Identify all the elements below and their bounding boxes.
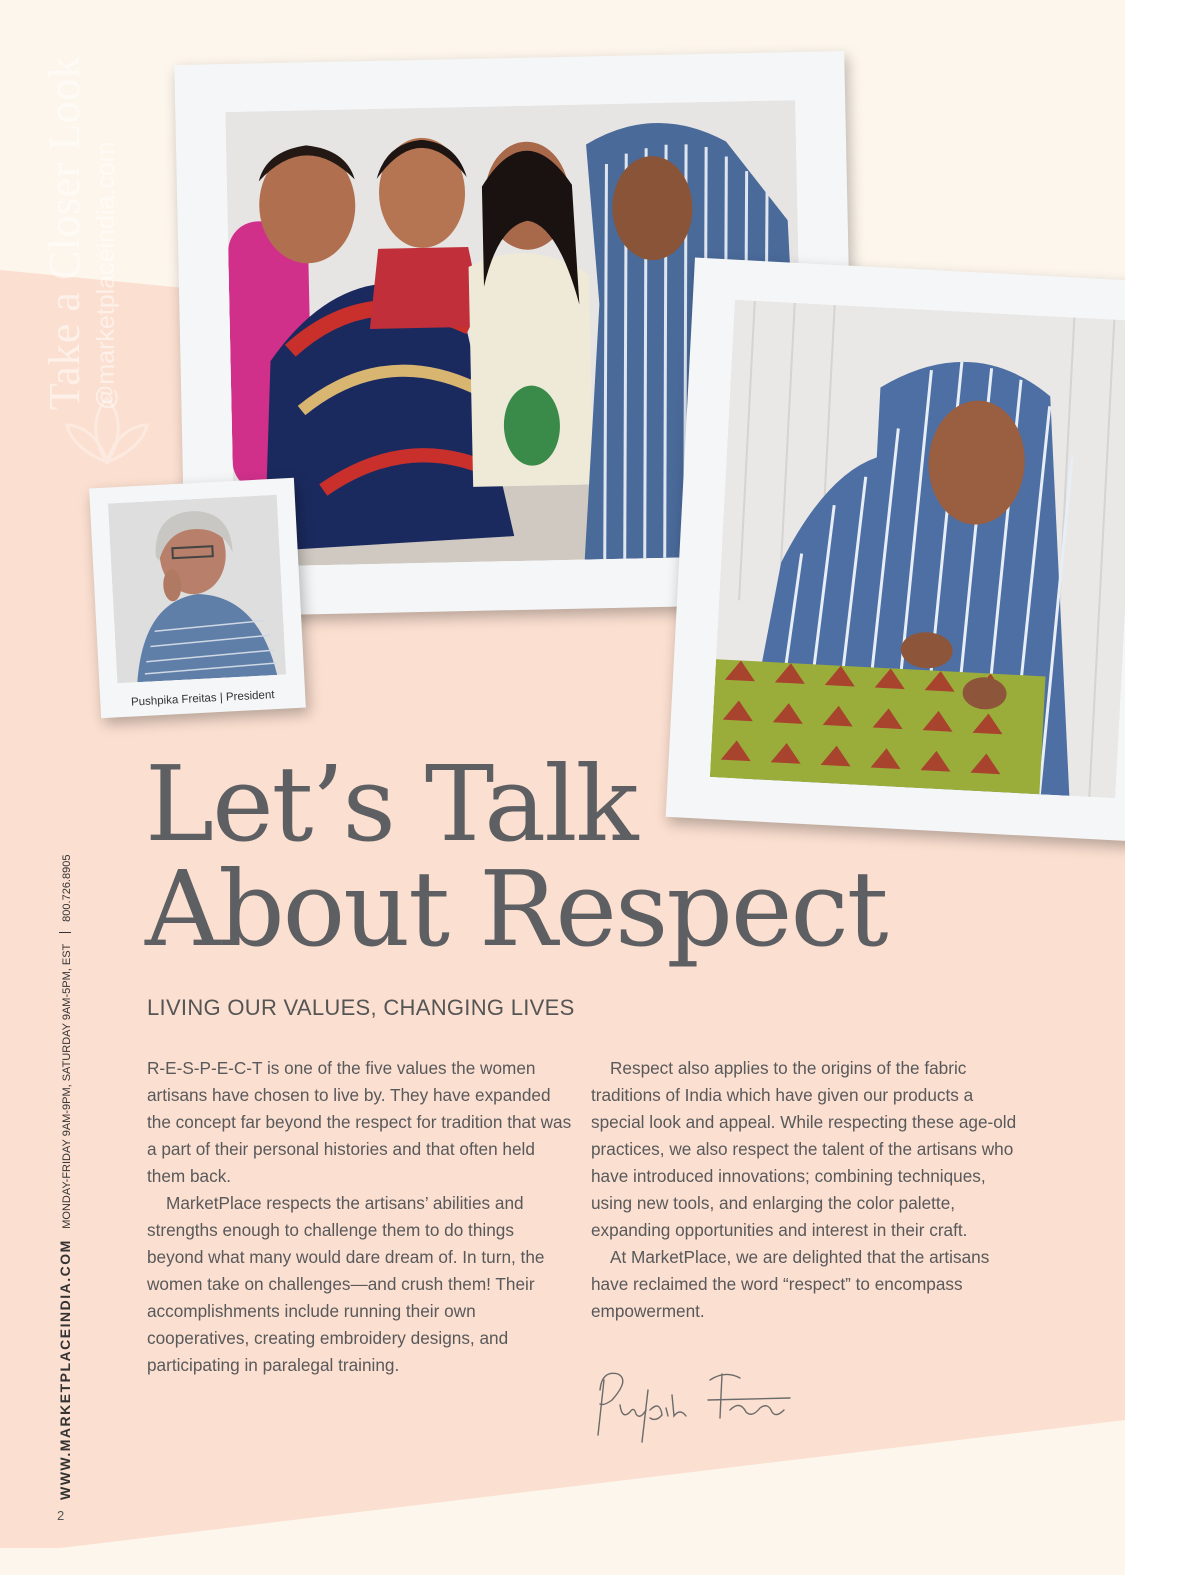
article-column-right xyxy=(591,1055,1021,1325)
closer-look-title: Take a Closer Look xyxy=(40,55,89,410)
left-paragraph-1: R-E-S-P-E-C-T is one of the five values the women artisans have chosen to live by. They have expanded the concept far beyond the respect for tradition that was a part of their personal histories and that often held them back. xyxy=(147,1058,572,1186)
page-title xyxy=(145,743,887,970)
president-caption: Pushpika Freitas | President xyxy=(130,689,275,709)
divider xyxy=(59,932,71,933)
left-paragraph-2: MarketPlace respects the artisans’ abilities and strengths enough to challenge them to do things beyond what many would dare dream of. In turn, the women take on challenges—and crush them! Their accomplishments include running their own cooperatives, creating embroidery designs, and participating in paralegal training. xyxy=(147,1193,545,1375)
article-column-left xyxy=(147,1055,572,1379)
phone-number[interactable]: 800.726.8905 xyxy=(61,854,73,922)
contact-sidebar xyxy=(55,854,75,1500)
subtitle: LIVING OUR VALUES, CHANGING LIVES xyxy=(147,995,575,1020)
artisan-photo-image xyxy=(710,300,1125,799)
business-hours: MONDAY-FRIDAY 9AM-9PM, SATURDAY 9AM-5PM, EST xyxy=(61,943,73,1229)
closer-look-sidebar xyxy=(40,40,140,410)
title-line-1: Let’s Talk xyxy=(145,743,637,865)
right-paragraph-1: Respect also applies to the origins of the fabric traditions of India which have given our products a special look and appeal. While respecting these age-old practices, we also respect the talent of the artisans who have introduced innovations; combining techniques, using new tools, and enlarging the color palette, expanding opportunities and interest in their craft. xyxy=(591,1058,1017,1240)
artisan-photo xyxy=(710,300,1125,799)
president-photo xyxy=(108,495,286,684)
closer-look-handle[interactable]: @marketplaceindia.com xyxy=(92,141,120,410)
title-line-2: About Respect xyxy=(145,848,887,970)
signature xyxy=(590,1360,800,1450)
page-number: 2 xyxy=(57,1508,65,1523)
website-link[interactable]: WWW.MARKETPLACEINDIA.COM xyxy=(57,1239,73,1500)
right-paragraph-2: At MarketPlace, we are delighted that the artisans have reclaimed the word “respect” to encompass empowerment. xyxy=(591,1247,990,1321)
president-photo-image xyxy=(108,495,286,684)
president-photo-frame xyxy=(89,478,306,718)
